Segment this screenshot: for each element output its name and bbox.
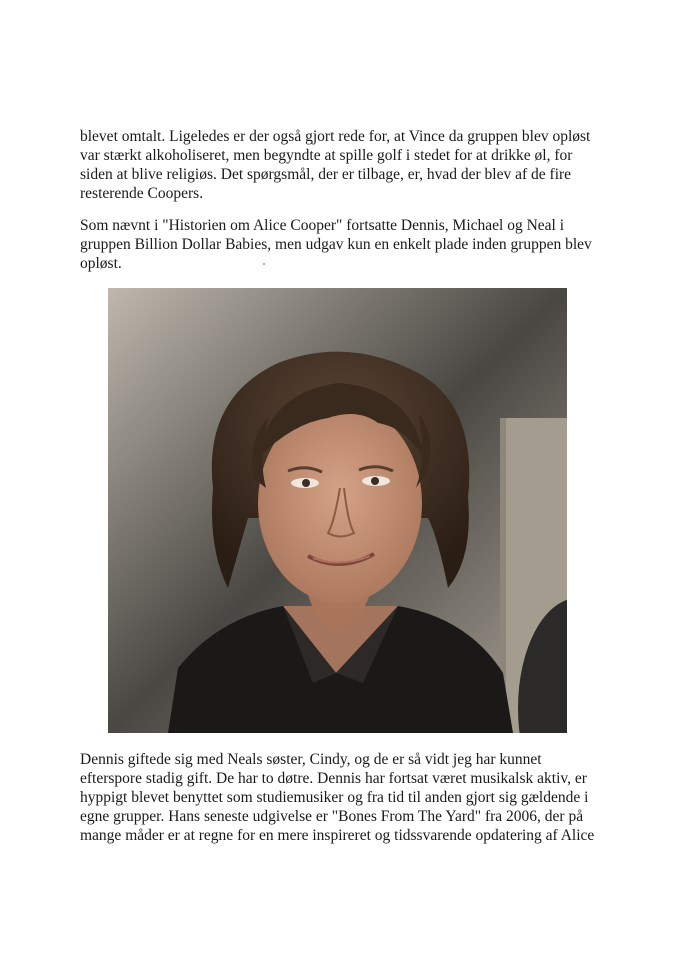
text-line: mange måder er at regne for en mere inspireret og tidssvarende opdatering af Alice	[80, 827, 595, 844]
text-line: hyppigt blevet benyttet som studiemusiker og fra tid til anden gjort sig gældende i	[80, 789, 589, 806]
text-line: blevet omtalt. Ligeledes er der også gjort rede for, at Vince da gruppen blev opløst	[80, 128, 591, 145]
text-line: opløst.	[80, 255, 122, 272]
paragraph-2	[80, 216, 600, 273]
text-line: egne grupper. Hans seneste udgivelse er "Bones From The Yard" fra 2006, der på	[80, 808, 584, 825]
text-line: efterspore stadig gift. De har to døtre. Dennis har fortsat været musikalsk aktiv, er	[80, 770, 587, 787]
text-line: Som nævnt i "Historien om Alice Cooper" fortsatte Dennis, Michael og Neal i	[80, 217, 565, 234]
text-line: Dennis giftede sig med Neals søster, Cindy, og de er så vidt jeg har kunnet	[80, 751, 542, 768]
paragraph-3	[80, 750, 600, 845]
text-line: resterende Coopers.	[80, 185, 204, 202]
text-line: gruppen Billion Dollar Babies, men udgav kun en enkelt plade inden gruppen blev	[80, 236, 592, 253]
portrait-photo	[108, 288, 567, 733]
scan-speck	[263, 263, 265, 265]
paragraph-1	[80, 127, 600, 203]
text-line: var stærkt alkoholiseret, men begyndte at spille golf i stedet for at drikke øl, for	[80, 147, 573, 164]
portrait-illustration	[108, 288, 567, 733]
text-line: siden at blive religiøs. Det spørgsmål, der er tilbage, er, hvad der blev af de fire	[80, 166, 572, 183]
